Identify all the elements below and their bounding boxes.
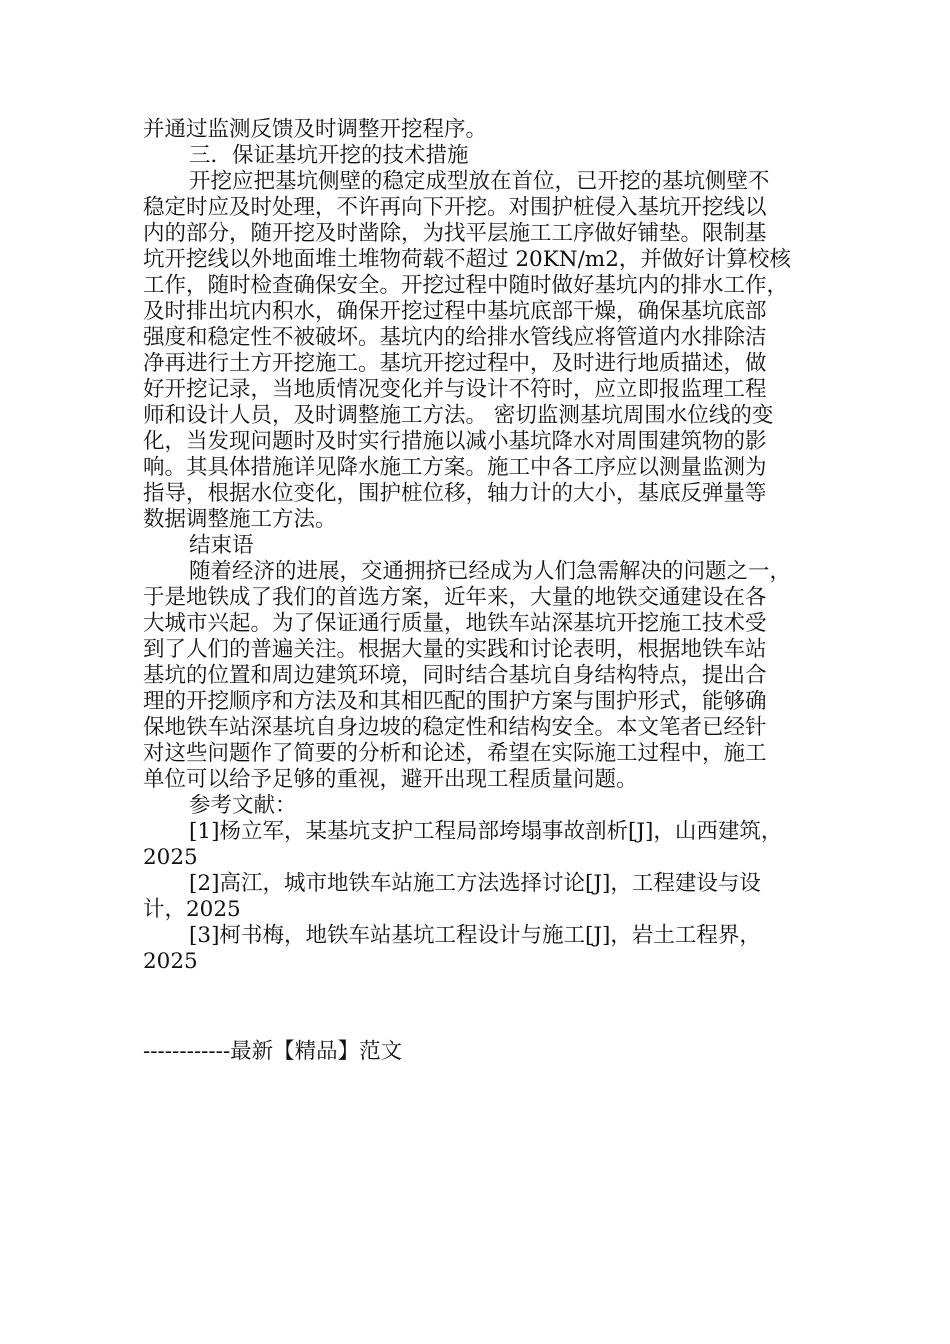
text-line: 好开挖记录，当地质情况变化并与设计不符时，应立即报监理工程 [143,377,767,402]
text-line: 数据调整施工方法。 [143,507,337,532]
text-line: 随着经济的进展，交通拥挤已经成为人们急需解决的问题之一， [189,559,792,584]
text-line: 响。其具体措施详见降水施工方案。施工中各工序应以测量监测为 [143,455,767,480]
document-body [143,117,805,975]
text-line: 及时排出坑内积水，确保开挖过程中基坑底部干燥，确保基坑底部 [143,299,767,324]
text-line: 参考文献： [189,793,297,818]
text-line: 稳定时应及时处理，不许再向下开挖。对围护桩侵入基坑开挖线以 [143,195,767,220]
text-line: 坑开挖线以外地面堆土堆物荷载不超过 20KN/m2，并做好计算校核 [143,247,791,272]
text-line: 到了人们的普遍关注。根据大量的实践和讨论表明，根据地铁车站 [143,637,767,662]
text-line: 理的开挖顺序和方法及和其相匹配的围护方案与围护形式，能够确 [143,689,767,714]
text-line: 并通过监测反馈及时调整开挖程序。 [143,117,488,142]
text-line: [3]柯书梅，地铁车站基坑工程设计与施工[J]，岩土工程界， [189,923,761,948]
document-page [143,117,805,1065]
text-line: 三．保证基坑开挖的技术措施 [189,143,469,168]
footer-text: ------------最新【精品】范文 [143,1039,403,1064]
text-line: 工作，随时检查确保安全。开挖过程中随时做好基坑内的排水工作， [143,273,789,298]
text-line: [2]高江，城市地铁车站施工方法选择讨论[J]，工程建设与设 [189,871,761,896]
text-line: 2025 [143,949,198,974]
text-line: 单位可以给予足够的重视，避开出现工程质量问题。 [143,767,638,792]
text-line: 强度和稳定性不被破坏。基坑内的给排水管线应将管道内水排除洁 [143,325,767,350]
text-line: 结束语 [189,533,254,558]
text-line: 大城市兴起。为了保证通行质量，地铁车站深基坑开挖施工技术受 [143,611,767,636]
text-line: 保地铁车站深基坑自身边坡的稳定性和结构安全。本文笔者已经针 [143,715,767,740]
text-line: 对这些问题作了简要的分析和论述，希望在实际施工过程中，施工 [143,741,767,766]
text-line: 开挖应把基坑侧壁的稳定成型放在首位，已开挖的基坑侧壁不 [189,169,770,194]
text-line: 师和设计人员，及时调整施工方法。 密切监测基坑周围水位线的变 [143,403,774,428]
text-line: 净再进行土方开挖施工。基坑开挖过程中，及时进行地质描述，做 [143,351,767,376]
text-line: 2025 [143,845,198,870]
spacer [143,975,805,1039]
text-line: 内的部分，随开挖及时凿除，为找平层施工工序做好铺垫。限制基 [143,221,767,246]
text-line: 指导，根据水位变化，围护桩位移，轴力计的大小，基底反弹量等 [143,481,767,506]
text-line: 化，当发现问题时及时实行措施以减小基坑降水对周围建筑物的影 [143,429,767,454]
text-line: 计，2025 [143,897,241,922]
text-line: 于是地铁成了我们的首选方案，近年来，大量的地铁交通建设在各 [143,585,767,610]
text-line: [1]杨立军，某基坑支护工程局部垮塌事故剖析[J]，山西建筑， [189,819,783,844]
text-line: 基坑的位置和周边建筑环境，同时结合基坑自身结构特点，提出合 [143,663,767,688]
